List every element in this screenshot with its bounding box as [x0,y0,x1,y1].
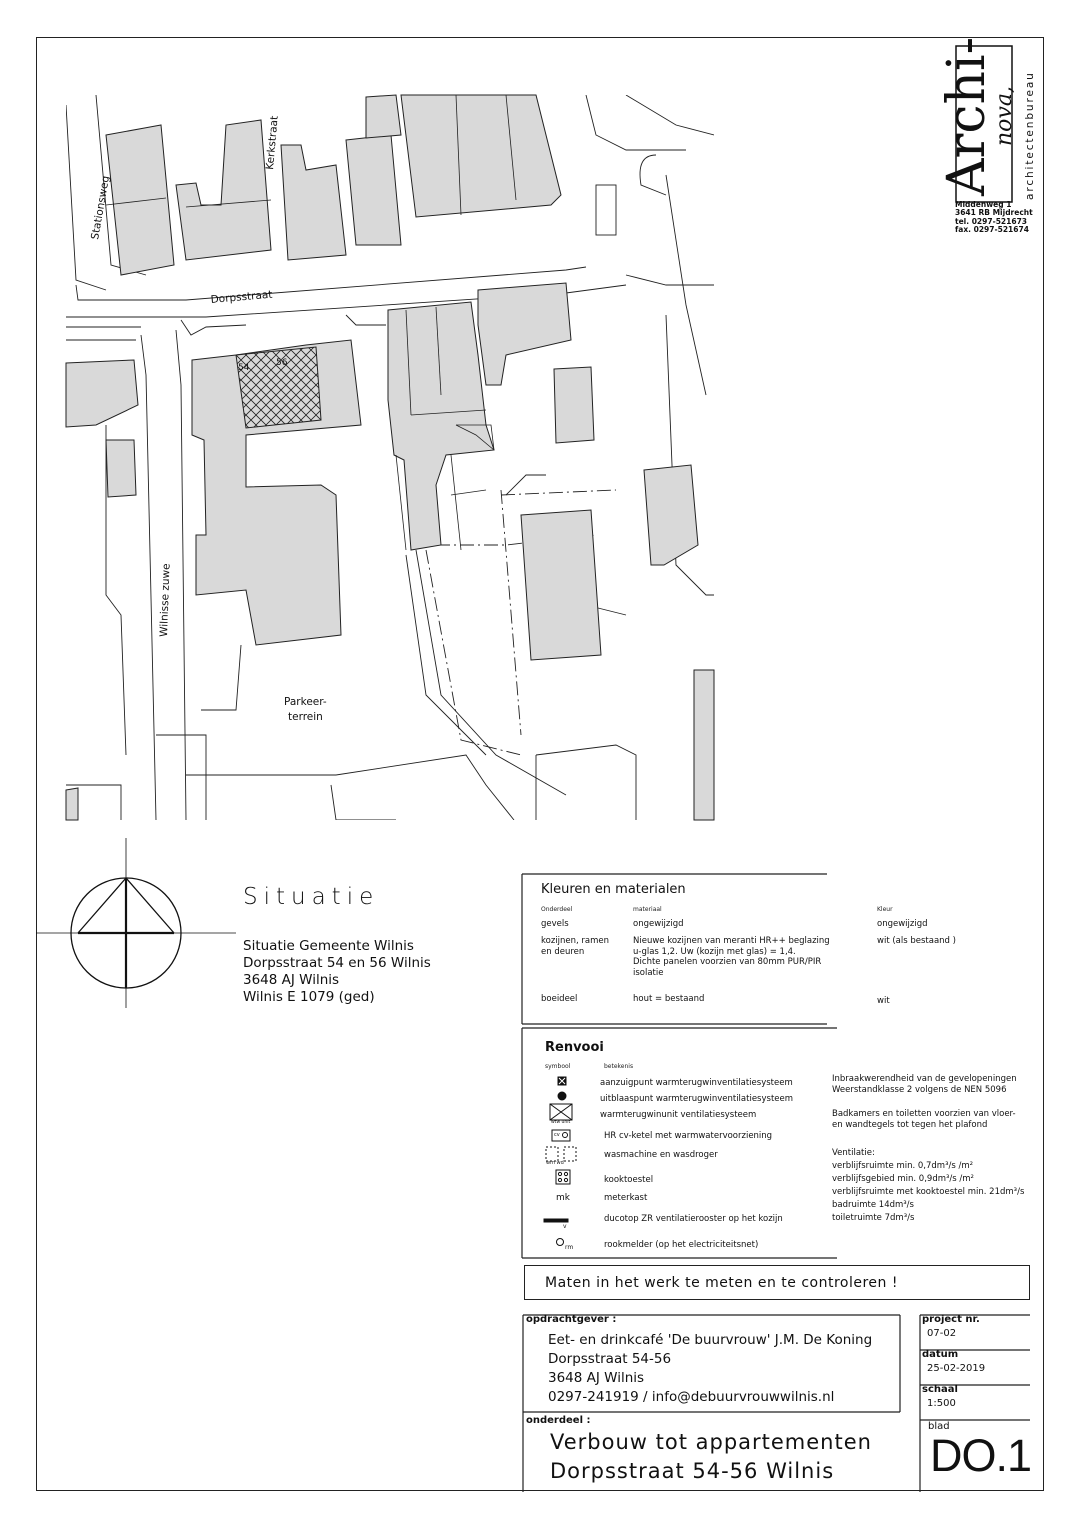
renvooi-item-label: uitblaaspunt warmterugwinventilatiesysteem [600,1094,794,1104]
street-label-wilnisse-zuwe: Wilnisse zuwe [158,563,173,638]
renvooi-header-symbool: symbool [545,1063,571,1070]
north-arrow-icon [36,838,236,1008]
kleuren-row-onderdeel: boeideel [541,994,578,1004]
cell-line: isolatie [633,967,664,978]
client-line: Dorpsstraat 54-56 [548,1351,672,1367]
datum-value: 25-02-2019 [927,1363,986,1374]
note-line: Inbraakwerendheid van de gevelopeningen [832,1074,1017,1084]
project-nr-value: 07-02 [927,1328,957,1339]
house-number-54: 54 [238,363,250,373]
grille-symbol-label: v [563,1223,567,1230]
logo-main-text: Archi- [937,36,997,196]
site-map [66,95,714,820]
kleuren-header-onderdeel: Onderdeel [541,906,573,913]
meter-icon: mk [556,1193,570,1203]
note-line: verblijfsgebied min. 0,9dm³/s /m² [832,1174,974,1184]
house-number-56: 56 [276,358,288,368]
address-line: tel. 0297-521673 [955,216,1028,226]
note-line: Weerstandklasse 2 volgens de NEN 5096 [832,1084,1007,1095]
onderdeel-block [550,1428,872,1486]
situatie-line: 3648 AJ Wilnis [243,972,340,988]
client-line: Eet- en drinkcafé 'De buurvrouw' J.M. De Koning [548,1332,873,1348]
wtw-unit-symbol-label: wtw unit [551,1120,571,1125]
office-address [955,201,1033,235]
kleuren-row-materiaal: hout = bestaand [633,994,705,1004]
kleuren-header-kleur: Kleur [877,906,893,913]
supply-vent-icon [558,1077,566,1085]
stove-icon [556,1170,570,1184]
logo-graphic [937,36,1036,202]
note-badkamers [832,1109,1016,1130]
cell-line: en deuren [541,946,585,957]
situatie-title: Situatie [243,884,380,910]
cv-symbol-label: cv [554,1132,560,1138]
cell-line: u-glas 1,2. Uw (kozijn met glas) = 1,4. [633,946,796,957]
measurement-notice [524,1265,1030,1300]
washer-dryer-icon [546,1147,576,1161]
street-label-dorpsstraat: Dorpsstraat [210,288,273,306]
measurement-notice-text: Maten in het werk te meten en te controleren ! [545,1275,898,1291]
parking-label-line1: Parkeer- [284,696,327,708]
schaal-value: 1:500 [927,1398,956,1409]
situatie-line: Situatie Gemeente Wilnis [243,938,414,954]
note-ventilatie [832,1147,1024,1225]
note-line: verblijfsruimte min. 0,7dm³/s /m² [832,1161,974,1171]
kleuren-title: Kleuren en materialen [541,882,686,897]
renvooi-item-label: aanzuigpunt warmterugwinventilatiesysteem [600,1078,793,1088]
renvooi-item-label: meterkast [604,1193,648,1203]
situatie-line: Wilnis E 1079 (ged) [243,989,375,1005]
kleuren-row-onderdeel [541,936,609,957]
logo-sub-text: architectenbureau [1024,71,1036,200]
kleuren-row-kleur: ongewijzigd [877,919,928,929]
address-line: fax. 0297-521674 [955,225,1029,235]
onderdeel-label: onderdeel : [526,1415,591,1426]
renvooi-item-label: HR cv-ketel met warmwatervoorziening [604,1131,773,1141]
datum-label: datum [922,1349,959,1360]
cell-line: Dichte panelen voorzien van 80mm PUR/PIR [633,957,822,967]
cell-line: kozijnen, ramen [541,936,610,946]
kleuren-row-onderdeel: gevels [541,919,569,929]
address-line: Middenweg 1 [955,200,1012,209]
wtw-unit-icon [550,1104,572,1120]
project-title-line: Dorpsstraat 54-56 Wilnis [550,1459,835,1483]
opdrachtgever-block [548,1331,872,1407]
project-title-line: Verbouw tot appartementen [550,1430,872,1454]
note-line: Badkamers en toiletten voorzien van vloer- [832,1109,1016,1119]
renvooi-item-label: ducotop ZR ventilatierooster op het kozijn [604,1214,783,1224]
kleuren-row-kleur: wit (als bestaand ) [877,936,956,946]
kleuren-row-kleur: wit [877,996,890,1006]
note-line: toiletruimte 7dm³/s [832,1213,915,1223]
ventilation-grille-icon [544,1219,568,1222]
office-logo [937,36,1036,202]
kleuren-row-materiaal: ongewijzigd [633,919,684,929]
washer-dryer-symbol-label: wm wd [546,1160,564,1166]
opdrachtgever-label: opdrachtgever : [526,1314,617,1325]
renvooi-item-label: warmterugwinunit ventilatiesysteem [600,1110,757,1120]
kleuren-row-materiaal [633,936,830,978]
address-line: 3641 RB Mijdrecht [955,208,1033,218]
note-inbraak [832,1074,1017,1095]
cell-line: Nieuwe kozijnen van meranti HR++ beglazing [633,936,830,946]
renvooi-item-label: rookmelder (op het electriciteitsnet) [604,1240,759,1250]
situatie-block [243,938,431,1006]
client-line: 3648 AJ Wilnis [548,1370,645,1386]
smoke-detector-icon [557,1239,564,1246]
note-line: en wandtegels tot tegen het plafond [832,1119,988,1130]
situatie-line: Dorpsstraat 54 en 56 Wilnis [243,955,431,971]
renvooi-item-label: kooktoestel [604,1175,654,1185]
renvooi-title: Renvooi [545,1040,604,1055]
schaal-label: schaal [922,1384,958,1395]
project-nr-label: project nr. [922,1314,980,1325]
parking-label-line2: terrein [288,711,323,723]
street-label-kerkstraat: Kerkstraat [264,115,281,171]
note-line: badruimte 14dm³/s [832,1200,914,1210]
exhaust-vent-icon [558,1092,566,1100]
renvooi-header-betekenis: betekenis [604,1063,634,1070]
note-line: verblijfsruimte met kooktoestel min. 21dm³/s [832,1187,1025,1197]
client-line: 0297-241919 / info@debuurvrouwwilnis.nl [548,1389,835,1405]
logo-italic-text: nova, [992,86,1017,146]
street-label-stationsweg: Stationsweg [89,174,113,241]
smoke-symbol-label: rm [565,1244,574,1251]
blad-label: blad [928,1421,950,1432]
note-line: Ventilatie: [832,1148,875,1158]
blad-value: DO.1 [930,1430,1032,1481]
kleuren-header-materiaal: materiaal [633,906,662,913]
renvooi-item-label: wasmachine en wasdroger [604,1150,718,1160]
